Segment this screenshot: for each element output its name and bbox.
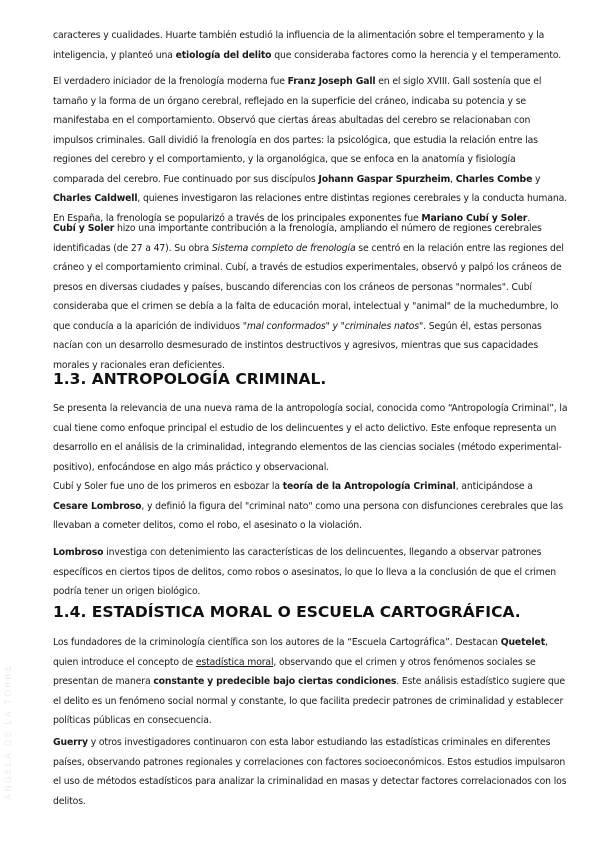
bold-name: Lombroso	[53, 547, 104, 558]
text: y	[532, 173, 541, 185]
text: ,	[450, 173, 456, 185]
text: , y definió la figura del "criminal nato" como una persona con disfunciones cerebrales que las llevaban a cometer delitos, como el robo, el asesinato o la violación.	[53, 500, 564, 531]
bold-name: Franz Joseph Gall	[287, 76, 376, 87]
author-watermark: ÁNGELA DE LA TORRE	[4, 663, 14, 800]
italic-term: "mal conformados" y "criminales natos"	[242, 320, 424, 332]
text: y otros investigadores continuaron con esta labor estudiando las estadísticas criminales en diferentes países, observando patrones regionales y correlaciones con factores socioeconómicos. Estos estudios impulsaron el uso de métodos estadísticos para analizar la criminalidad en masas y detectar factores correlacionados con los delitos.	[53, 737, 567, 807]
text: se centró en la relación entre las regiones del cráneo y el comportamiento criminal. Cubí, a través de estudios experimentales, observó y palpó los cráneos de presos en diversas ciudades y países, buscando diferencias con los cráneos de personas "normales". Cubí consideraba que el crimen se debía a la falta de educación moral, intelectual y "animal" de la muchedumbre, lo que conducía a la aparición de individuos	[53, 242, 564, 332]
text: hizo una importante contribución a la frenología, ampliando el número de regiones cerebrales identificadas (de 27 a 47). Su obra	[53, 223, 542, 254]
text: Se presenta la relevancia de una nueva rama de la antropología social, conocida como “Antropología Criminal”, la cual tiene como enfoque principal el estudio de los delincuentes y el acto delictivo. Este enfoque representa un desarrollo en el análisis de la criminalidad, integrando elementos de las ciencias sociales (método experimental-positivo), enfocándose en algo más práctico y observacional.	[53, 403, 568, 473]
bold-name: Mariano Cubí y Soler	[421, 212, 528, 224]
paragraph-antropologia	[53, 399, 568, 477]
italic-title: Sistema completo de frenología	[211, 242, 356, 254]
text: en el siglo XVIII. Gall sostenía que el tamaño y la forma de un órgano cerebral, reflejado en la superficie del cráneo, indicaba su potencia y se manifestaba en el comportamiento. Observó que ciertas áreas abultadas del cerebro se relacionaban con impulsos criminales. Gall dividió la frenología en dos partes: la psicológica, que estudia la relación entre las regiones del cerebro y el comportamiento, y la organológica, que se enfoca en la anatomía y fisiología comparada del cerebro. Fue continuado por sus discípulos	[53, 76, 542, 185]
section-heading-1-4: 1.4. ESTADÍSTICA MORAL O ESCUELA CARTOGRÁFICA.	[53, 603, 521, 621]
paragraph-cubi-lombroso	[53, 477, 568, 536]
text: .	[527, 212, 531, 224]
text: , quien introduce el concepto de	[53, 637, 548, 668]
paragraph-quetelet	[53, 633, 568, 731]
bold-term: etiología del delito	[175, 49, 272, 61]
bold-name: Cesare Lombroso	[53, 500, 142, 512]
bold-term: teoría de la Antropología Criminal	[282, 481, 456, 492]
bold-name: Charles Caldwell	[53, 193, 138, 204]
text: . Este análisis estadístico sugiere que el delito es un fenómeno social normal y constante, lo que facilita predecir patrones de criminalidad y establecer políticas públicas en consecuencia.	[53, 676, 565, 726]
bold-name: Quetelet	[500, 637, 546, 648]
paragraph-huarte	[53, 26, 568, 65]
text: , quienes investigaron las relaciones entre distintas regiones cerebrales y la conducta humana. En España, la frenología se popularizó a través de los principales exponentes fue	[53, 193, 567, 224]
text: , anticipándose a	[455, 481, 533, 492]
text: investiga con detenimiento las características de los delincuentes, llegando a observar patrones específicos en ciertos tipos de delitos, como robos o asesinatos, lo que lo lleva a la conclusión de que el crimen podría tener un origen biológico.	[53, 547, 557, 597]
bold-name: Cubí y Soler	[53, 223, 115, 234]
text: , observando que el crimen y otros fenómenos sociales se presentan de manera	[53, 656, 536, 687]
paragraph-gall	[53, 72, 568, 228]
bold-name: Charles Combe	[455, 173, 533, 185]
text: Cubí y Soler fue uno de los primeros en esbozar la	[53, 481, 283, 492]
paragraph-cubi	[53, 219, 568, 375]
text: que consideraba factores como la herencia y el temperamento.	[271, 49, 562, 61]
text: . Según él, estas personas nacían con un desarrollo desmesurado de instintos destructivos y agresivos, mientras que sus capacidades morales y racionales eran deficientes.	[53, 320, 542, 371]
paragraph-guerry	[53, 733, 568, 811]
underlined-term: estadística moral	[195, 656, 274, 668]
bold-name: Johann Gaspar Spurzheim	[318, 173, 451, 185]
section-heading-1-3: 1.3. ANTROPOLOGÍA CRIMINAL.	[53, 370, 327, 388]
bold-term: constante y predecible bajo ciertas condiciones	[153, 676, 397, 687]
paragraph-lombroso	[53, 543, 568, 602]
text: Los fundadores de la criminología científica son los autores de la “Escuela Cartográfica”. Destacan	[53, 637, 501, 648]
bold-name: Guerry	[53, 737, 88, 748]
text: caracteres y cualidades. Huarte también estudió la influencia de la alimentación sobre el temperamento y la inteligencia, y planteó una	[53, 30, 545, 61]
text: El verdadero iniciador de la frenología moderna fue	[53, 76, 288, 87]
